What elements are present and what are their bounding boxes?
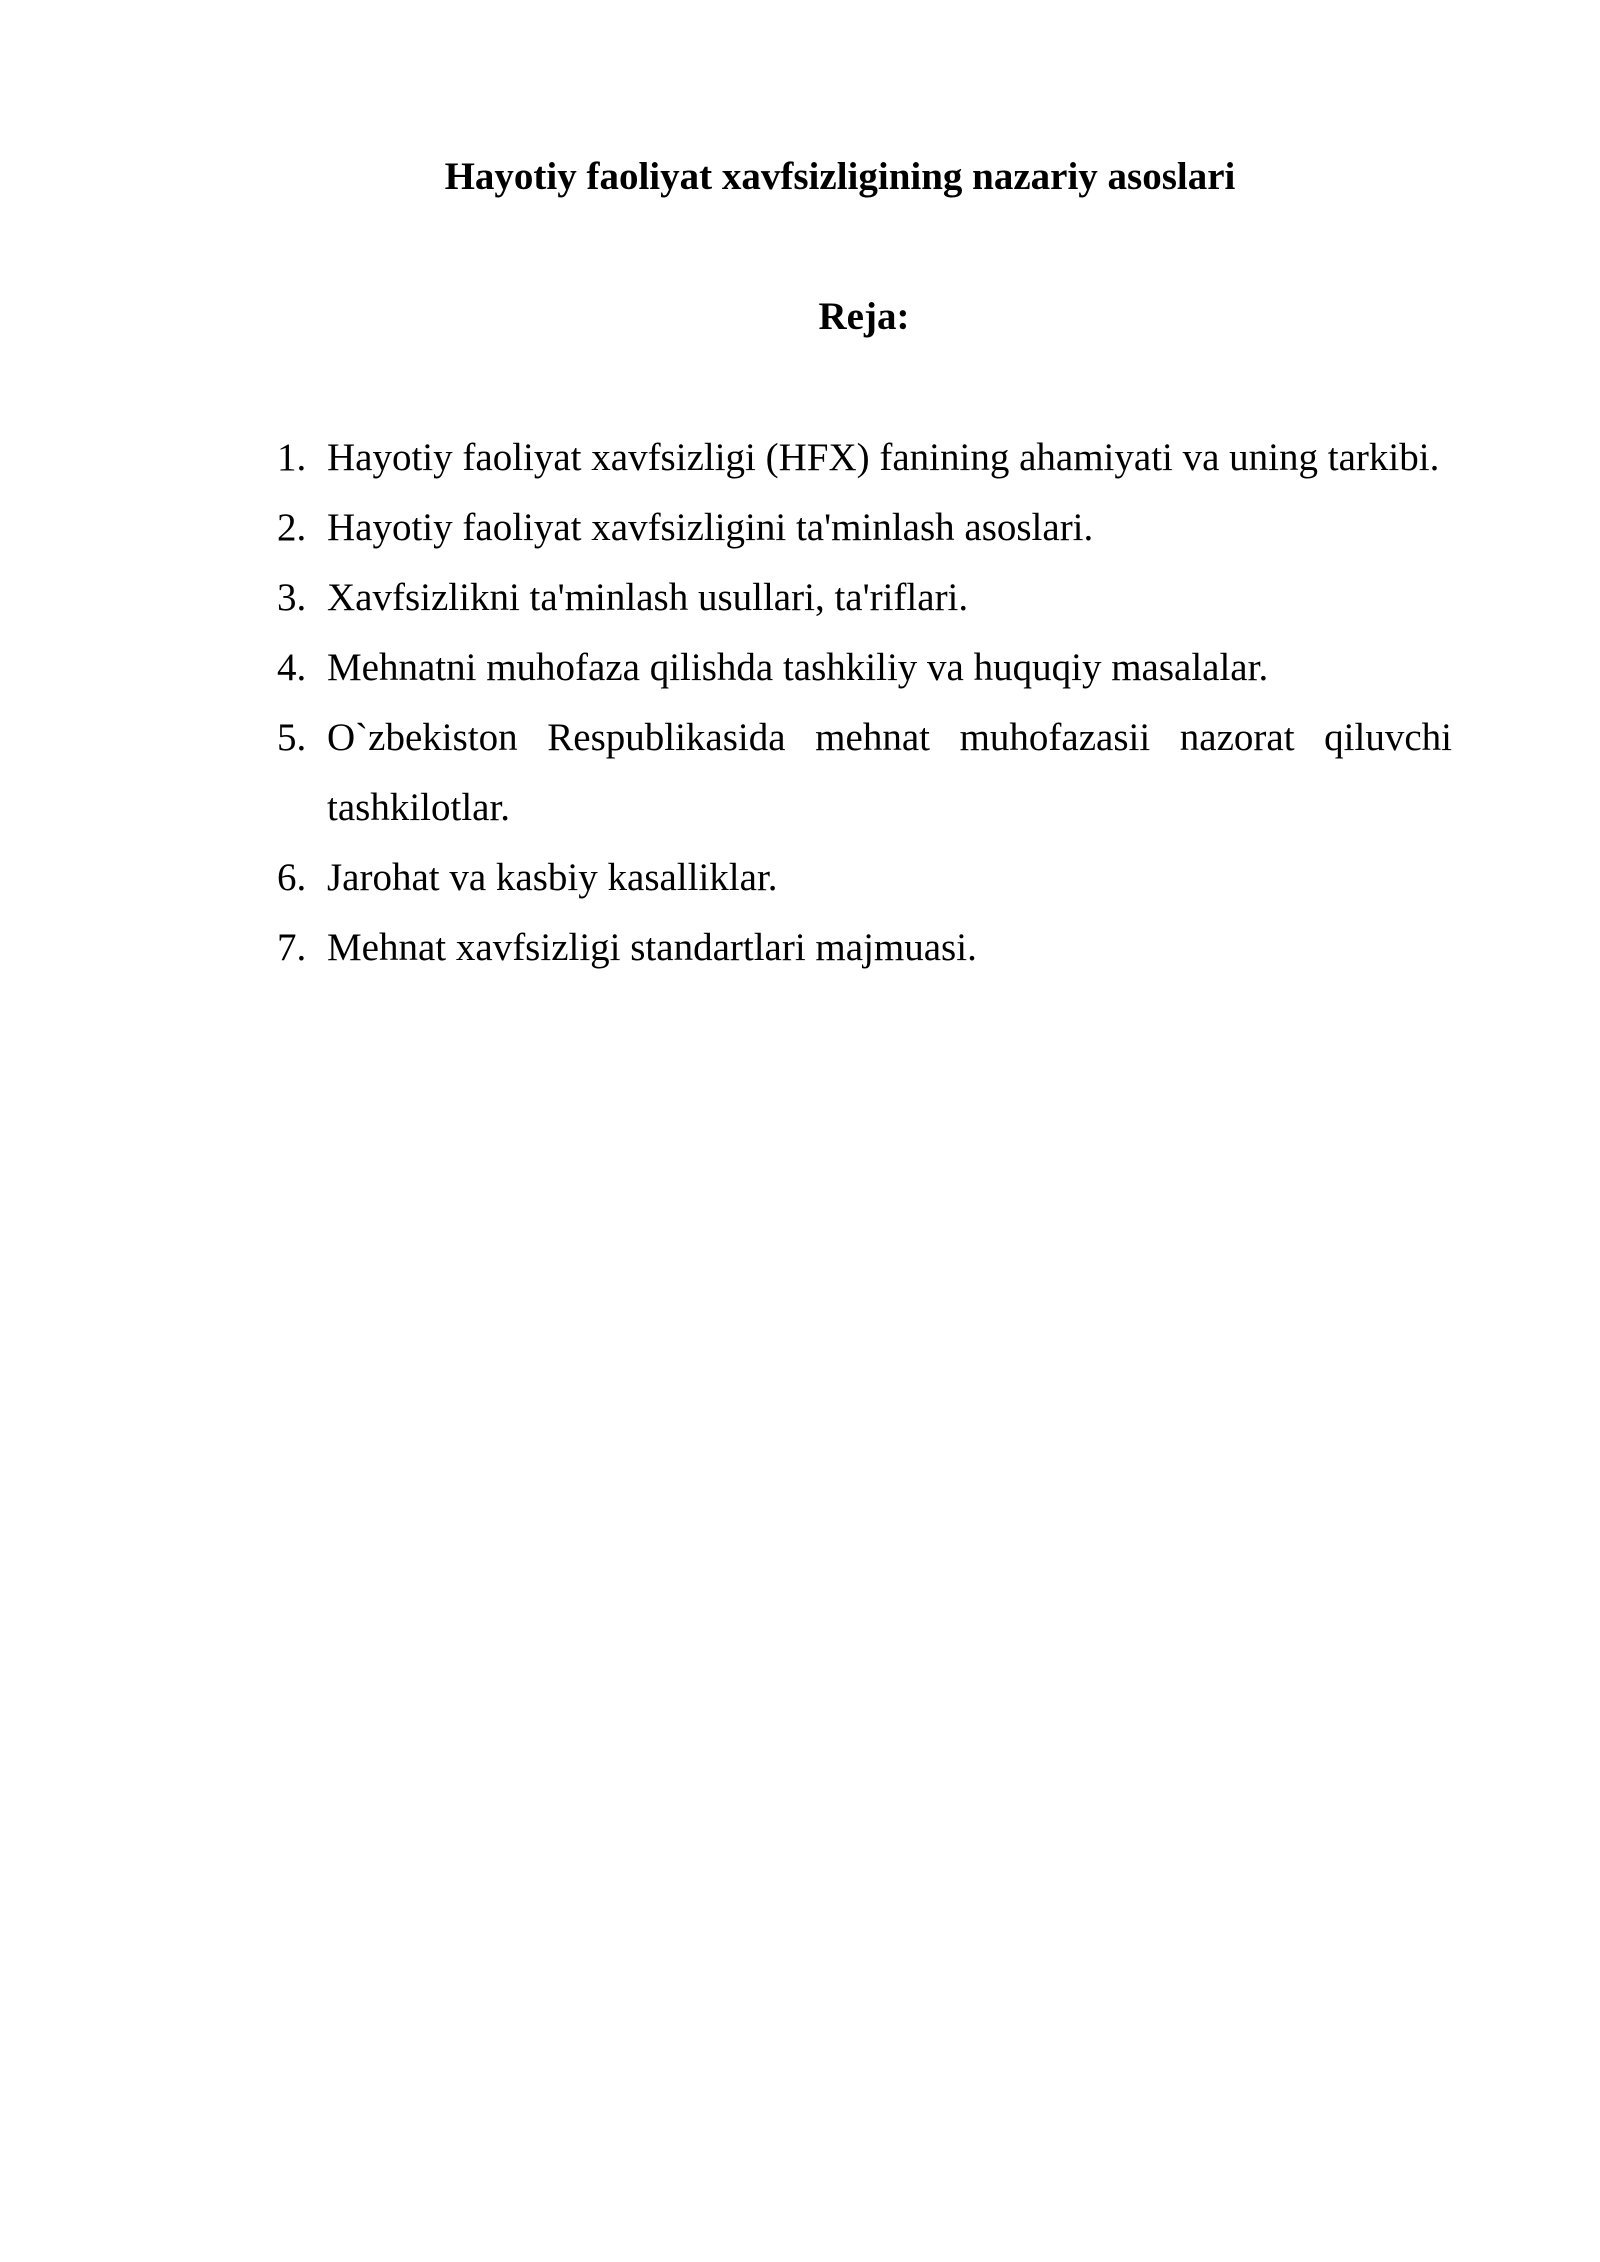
document-title: Hayotiy faoliyat xavfsizligining nazariy asoslari [444, 155, 1236, 198]
plan-item-text: Jarohat va kasbiy kasalliklar. [327, 856, 778, 899]
plan-item-number: 2. [277, 506, 307, 549]
plan-item [277, 913, 1452, 983]
plan-item-text: Hayotiy faoliyat xavfsizligini ta'minlash asoslari. [327, 506, 1094, 549]
plan-item-text: Xavfsizlikni ta'minlash usullari, ta'riflari. [327, 576, 969, 619]
plan-item-text: O`zbekiston Respublikasida mehnat muhofazasii nazorat qiluvchi tashkilotlar. [327, 716, 1452, 829]
plan-item-number: 5. [277, 716, 307, 759]
plan-item-text: Mehnatni muhofaza qilishda tashkiliy va huquqiy masalalar. [327, 646, 1269, 689]
plan-item [277, 423, 1452, 493]
plan-item-number: 4. [277, 646, 307, 689]
plan-item-text: Mehnat xavfsizligi standartlari majmuasi. [327, 926, 977, 969]
plan-item [277, 493, 1452, 563]
plan-item-number: 1. [277, 436, 307, 479]
plan-item [277, 703, 1452, 843]
plan-item [277, 633, 1452, 703]
plan-item-number: 3. [277, 576, 307, 619]
plan-item-text: Hayotiy faoliyat xavfsizligi (HFX) fanining ahamiyati va uning tarkibi. [327, 436, 1440, 479]
plan-item-number: 6. [277, 856, 307, 899]
plan-item [277, 843, 1452, 913]
plan-item [277, 563, 1452, 633]
plan-list [277, 423, 1452, 983]
plan-heading: Reja: [818, 295, 910, 338]
plan-item-number: 7. [277, 926, 307, 969]
